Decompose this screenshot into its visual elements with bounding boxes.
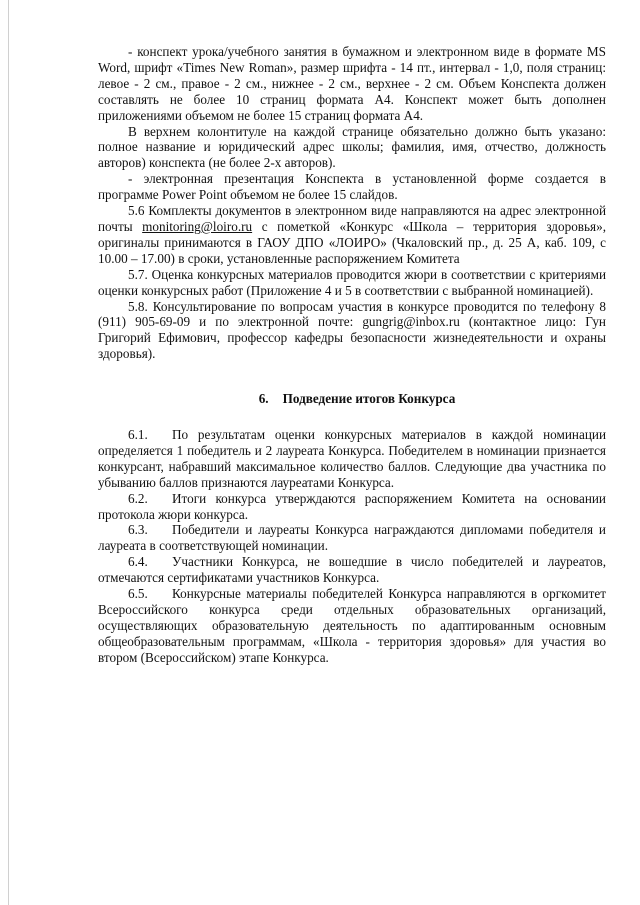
scan-edge-line (8, 0, 9, 905)
document-body (98, 44, 606, 666)
para-6-5 (98, 586, 606, 666)
section-number: 6. (258, 391, 269, 407)
para-number: 6.5. (128, 586, 148, 602)
para-6-1 (98, 427, 606, 491)
para-number: 6.2. (128, 490, 148, 506)
para-5-6 (98, 203, 606, 267)
para-6-4 (98, 554, 606, 586)
para-text: Победители и лауреаты Конкурса награждаются дипломами победителя и лауреата в соответствующей номинации. (98, 522, 606, 554)
para-6-2 (98, 491, 606, 523)
section-heading (98, 391, 606, 407)
para-text: По результатам оценки конкурсных материалов в каждой номинации определяется 1 победитель и 2 лауреата Конкурса. Победителем в номинации признается конкурсант, набравший максимальное количество баллов. Следующие два участника по убыванию баллов признаются лауреатами Конкурса. (98, 427, 606, 490)
para-number: 6.1. (128, 427, 148, 443)
para-konspekt-format: - конспект урока/учебного занятия в бумажном и электронном виде в формате MS Word, шрифт «Times New Roman», размер шрифта - 14 пт., интервал - 1,0, поля страниц: левое - 2 см., правое - 2 см., нижнее - 2 см., верхнее - 2 см. Объем Конспекта должен составлять не более 10 страниц формата А4. Конспект может быть дополнен приложениями объемом не более 15 страниц формата А4. (98, 44, 606, 123)
para-5-6-after: с пометкой «Конкурс «Школа – территория здоровья», оригиналы принимаются в ГАОУ ДПО «ЛОИРО» (Чкаловский пр., д. 25 А, каб. 109, с 10.00 – 17.00) в сроки, установленные распоряжением Комитета (98, 218, 606, 266)
para-text: Конкурсные материалы победителей Конкурса направляются в оргкомитет Всероссийского конкурса среди отдельных образовательных организаций, осуществляющих образовательную деятельность по адаптированным основным общеобразовательным программам, «Школа - территория здоровья» для участия во втором (Всероссийском) этапе Конкурса. (98, 586, 606, 665)
para-presentation: - электронная презентация Конспекта в установленной форме создается в программе Power Point объемом не более 15 слайдов. (98, 171, 606, 203)
para-5-6-before: 5.6 Комплекты документов в электронном виде направляются на адрес электронной почты (98, 203, 606, 234)
para-5-8: 5.8. Консультирование по вопросам участия в конкурсе проводится по телефону 8 (911) 905-69-09 и по электронной почте: gungrig@inbox.ru (контактное лицо: Гун Григорий Ефимович, профессор кафедры безопасности жизнедеятельности и охраны здоровья). (98, 298, 606, 362)
para-number: 6.3. (128, 522, 148, 538)
para-kolontitul: В верхнем колонтитуле на каждой странице обязательно должно быть указано: полное название и юридический адрес школы; фамилия, имя, отчество, должность авторов) конспекта (не более 2-х авторов). (98, 123, 606, 171)
para-text: Итоги конкурса утверждаются распоряжением Комитета на основании протокола жюри конкурса. (98, 490, 606, 522)
para-text: Участники Конкурса, не вошедшие в число победителей и лауреатов, отмечаются сертификатами участников Конкурса. (98, 554, 606, 586)
email-link[interactable]: monitoring@loiro.ru (142, 218, 253, 234)
section-title: Подведение итогов Конкурса (282, 391, 456, 407)
para-number: 6.4. (128, 554, 148, 570)
para-5-7: 5.7. Оценка конкурсных материалов проводится жюри в соответствии с критериями оценки конкурсных работ (Приложение 4 и 5 в соответствии с выбранной номинацией). (98, 266, 606, 298)
para-6-3 (98, 522, 606, 554)
